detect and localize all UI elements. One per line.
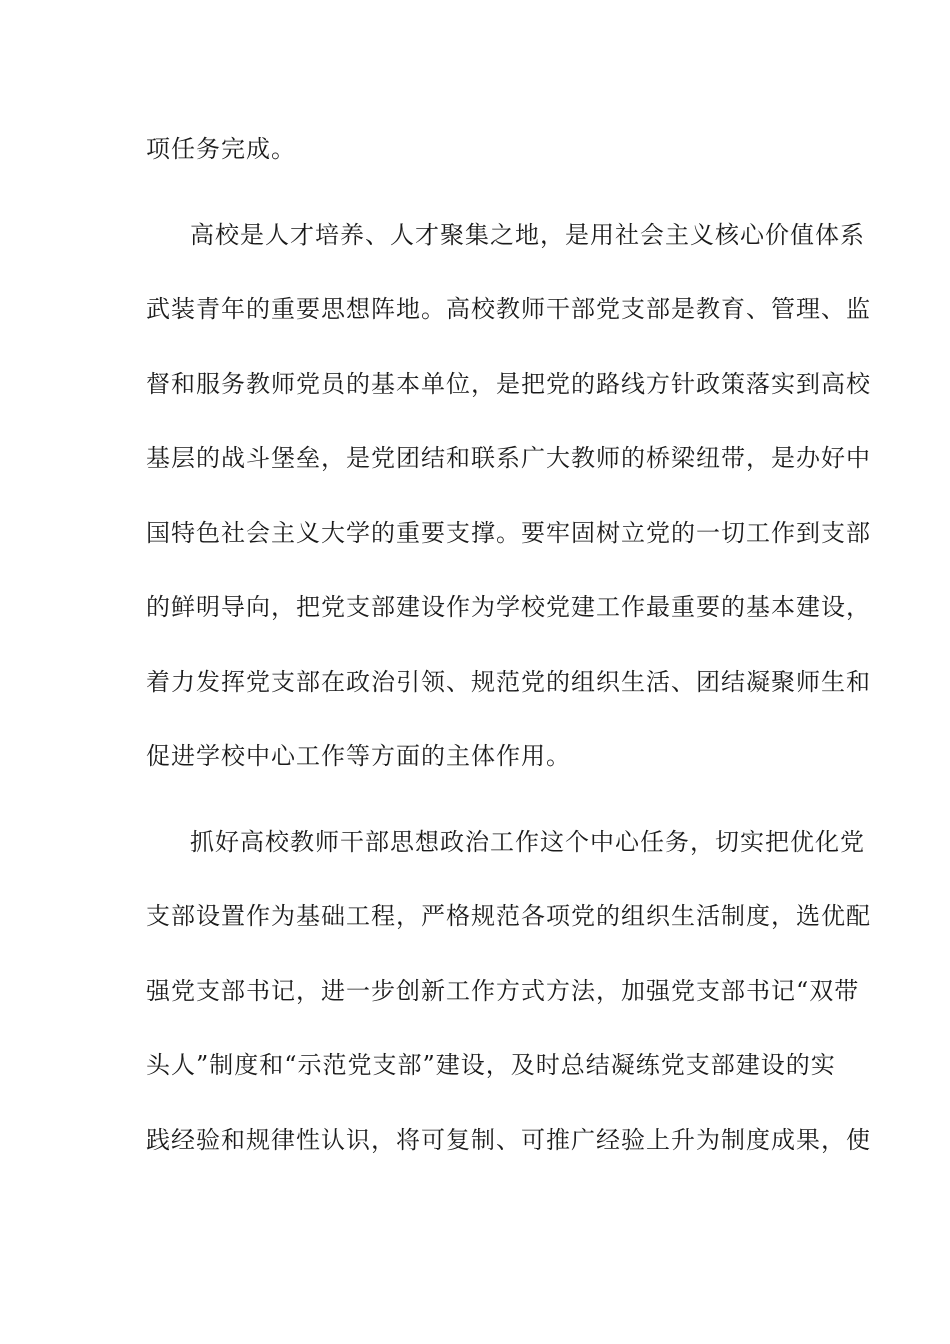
text-line: 着力发挥党支部在政治引领、规范党的组织生活、团结凝聚师生和	[146, 668, 871, 696]
text-line: 头人”制度和“示范党支部”建设，及时总结凝练党支部建设的实	[146, 1051, 836, 1079]
text-line: 强党支部书记，进一步创新工作方式方法，加强党支部书记“双带	[146, 977, 860, 1005]
paragraph-first-line: 抓好高校教师干部思想政治工作这个中心任务，切实把优化党	[190, 828, 865, 856]
text-line: 国特色社会主义大学的重要支撑。要牢固树立党的一切工作到支部	[146, 519, 871, 547]
text-line: 武装青年的重要思想阵地。高校教师干部党支部是教育、管理、监	[146, 295, 871, 323]
text-line: 项任务完成。	[146, 135, 296, 163]
text-line: 践经验和规律性认识，将可复制、可推广经验上升为制度成果，使	[146, 1126, 871, 1154]
text-line: 基层的战斗堡垒，是党团结和联系广大教师的桥梁纽带，是办好中	[146, 444, 871, 472]
paragraph-first-line: 高校是人才培养、人才聚集之地，是用社会主义核心价值体系	[190, 221, 865, 249]
text-line: 督和服务教师党员的基本单位，是把党的路线方针政策落实到高校	[146, 370, 871, 398]
text-line: 的鲜明导向，把党支部建设作为学校党建工作最重要的基本建设，	[146, 593, 871, 621]
text-line: 支部设置作为基础工程，严格规范各项党的组织生活制度，选优配	[146, 902, 871, 930]
text-line: 促进学校中心工作等方面的主体作用。	[146, 742, 571, 770]
